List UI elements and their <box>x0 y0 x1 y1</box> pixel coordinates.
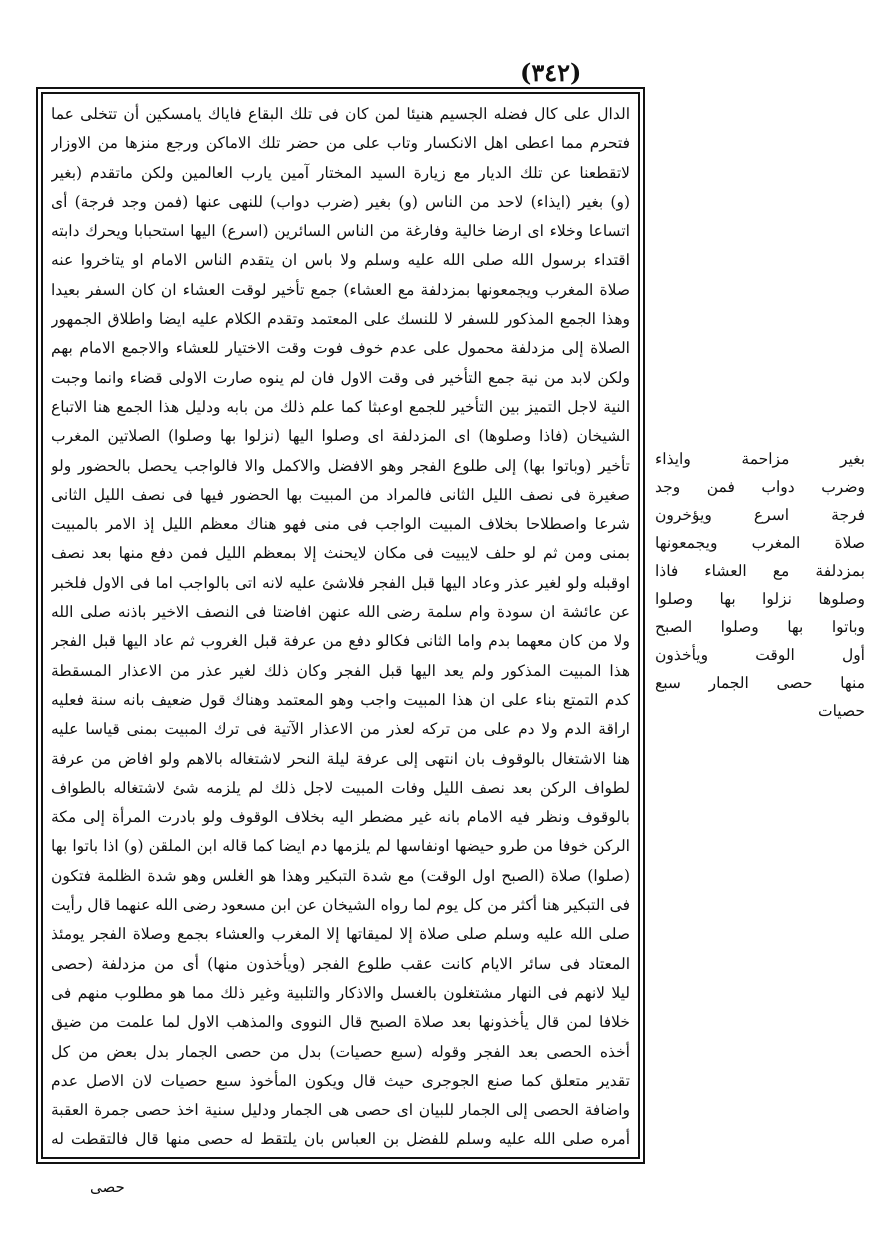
commentary-line: اراقة الدم ولا دم على من تركه لعذر من الاعذار الآتية فى ترك المبيت بمنى قياسا عليه <box>51 720 630 739</box>
commentary-line: وهذا الجمع المذكور للسفر لا للنسك على المعتمد وتقدم الكلام عليه ايضا واطلاق الجمهور <box>51 310 630 329</box>
commentary-line: اتساعا وخلاء اى ارضا خالية وفارغة من الناس السائرين (اسرع) اليها استحبابا ويحرك دابته <box>51 222 630 241</box>
margin-line: بغير مزاحمة وايذاء <box>655 450 865 468</box>
commentary-line: خلافا لمن قال يأخذونها بعد صلاة الصبح قال النووى والمذهب الاول لما علمت من ضيق <box>51 1013 630 1032</box>
commentary-line: (صلوا) صلاة (الصبح اول الوقت) مع شدة التبكير وهذا هو الغلس وهو شدة الظلمة فتكون <box>51 866 630 885</box>
margin-line: صلاة المغرب ويجمعونها <box>655 534 865 552</box>
commentary-line: لطواف الركن بعد نصف الليل وفات المبيت لاجل ذلك لم يلزمه شئ لاشتغاله بالطواف <box>51 778 630 797</box>
commentary-line: الصلاة إلى مزدلفة محمول على عدم خوف فوت وقت الاختيار للعشاء والاجمع الامام بهم <box>51 339 630 358</box>
text-frame-inner <box>41 92 640 1159</box>
commentary-line: الركن خوفا من طرو حيضها اونفاسها لم يلزمها دم ايضا كما قاله ابن الملقن (و) اذا باتوا بها <box>51 837 630 856</box>
commentary-line: ولا من كان معهما بدم واما الثانى فكالو دفع من عرفة قبل الغروب ثم عاد اليها قبل الفجر <box>51 632 630 651</box>
margin-line: بمزدلفة مع العشاء فاذا <box>655 562 865 580</box>
commentary-line: صغيرة فى نصف الليل الثانى فالمراد من المبيت بها الحضور فيها فى نصف الليل الثانى <box>51 485 630 504</box>
commentary-line: أمره صلى الله عليه وسلم للفضل بن العباس بان يلتقط له حصى منها قال فالتقطت له <box>51 1130 630 1149</box>
commentary-line: اوقبله ولو لغير عذر وعاد اليها قبل الفجر فلاشئ عليه لانه اتى بالواجب اما فى الاول فلخبر <box>51 573 630 592</box>
margin-line: منها حصى الجمار سبع <box>655 674 865 692</box>
commentary-line: صلاة المغرب ويجمعونها بمزدلفة مع العشاء) جمع تأخير لوقت العشاء ان كان السفر بعيدا <box>51 280 630 299</box>
text-frame <box>36 87 645 1164</box>
commentary-line: عن عائشة ان سودة وام سلمة رضى الله عنهن افاضتا فى النصف الاخير باذنه صلى الله <box>51 603 630 622</box>
margin-line: وصلوها نزلوا بها وصلوا <box>655 590 865 608</box>
margin-matn-text <box>655 445 865 725</box>
page-number: (٣٤٢) <box>520 58 582 87</box>
commentary-line: ليلا لانهم فى النهار مشتغلون بالغسل والاذكار والتلبية وغير ذلك مما هو مطلوب منهم فى <box>51 983 630 1002</box>
commentary-line: أخذه الحصى بعد الفجر وقوله (سبع حصيات) بدل من حصى الجمار بدل بعض من كل <box>51 1042 630 1061</box>
commentary-line: الدال على كال فضله الجسيم هنيئا لمن كان فى تلك البقاع فاياك يامسكين أن تتخلى عما <box>51 105 630 123</box>
commentary-line: المعتاد فى سائر الايام كانت عقب طلوع الفجر (ويأخذون منها) أى من مزدلفة (حصى <box>51 954 630 973</box>
commentary-line: ولكن لابد من نية جمع التأخير فى وقت الاول فان لم ينوه صارت الاولى قضاء وانما وجبت <box>51 368 630 387</box>
margin-line: حصيات <box>817 702 865 720</box>
margin-line: وباتوا بها وصلوا الصبح <box>655 618 865 636</box>
commentary-line: لاتقطعنا عن تلك الديار مع زيارة السيد المختار آمين يارب العالمين ولكن ماتقدم (بغير <box>51 163 630 182</box>
commentary-line: (و) بغير (ايذاء) لاحد من الناس (و) بغير (ضرب دواب) للنهى عنها (فمن وجد فرجة) أى <box>51 192 630 211</box>
margin-line: فرجة اسرع ويؤخرون <box>655 506 865 524</box>
commentary-line: بالوقوف ونظر فيه الامام بانه غير مضطر اليه بخلاف الوقوف ولو بادرت المرأة إلى مكة <box>51 808 630 827</box>
commentary-line: هذا المبيت المذكور ولم يعد اليها قبل الفجر وكان ذلك لغير عذر من الاعذار المسقطة <box>51 661 630 680</box>
commentary-line: تأخير (وباتوا بها) إلى طلوع الفجر وهو الافضل والاكمل والا فالواجب يحصل بالحضور ولو <box>51 456 630 475</box>
commentary-line: تقدير متعلق كما صنع الجوجرى حيث قال ويكون المأخوذ سبع حصيات لان الاصل عدم <box>51 1071 630 1090</box>
commentary-line: اقتداء برسول الله صلى الله عليه وسلم ولا باس ان يتقدم الناس الامام او يتاخروا عنه <box>51 251 630 270</box>
commentary-line: بمنى ومن ثم لو حلف لايبيت فى مكان لايحنث إلا بمعظم الليل فمن دفع منها بعد نصف <box>51 544 630 563</box>
commentary-line: شرعا واصطلاحا بخلاف المبيت الواجب فى منى فهو هناك معظم الليل إذ الامر بالمبيت <box>51 515 630 534</box>
commentary-text <box>51 100 630 1155</box>
commentary-line: واضافة الحصى إلى الجمار للبيان اى حصى هى الجمار ودليل سنية اخذ حصى جمرة العقبة <box>51 1101 630 1120</box>
commentary-line: فى التبكير هنا أكثر من كل يوم لما رواه الشيخان عن ابن مسعود رضى الله عنهما قال رأيت <box>51 896 630 915</box>
margin-line: أول الوقت ويأخذون <box>655 646 865 664</box>
catchword: حصى <box>90 1178 125 1196</box>
commentary-line: فتحرم مما اعطى اهل الانكسار وتاب على من حضر تلك الاماكن ورجع منزها من الاوزار <box>51 134 630 153</box>
commentary-line: هنا الاشتغال بالوقوف بان انتهى إلى عرفة ليلة النحر لاشتغاله بالاهم ولو افاض من عرفة <box>51 749 630 768</box>
commentary-line: النية لاجل التميز بين التأخير للجمع اوعبثا كما علم ذلك من بابه ودليل هذا الجمع هنا الاتباع <box>51 397 630 416</box>
commentary-line: الشيخان (فاذا وصلوها) اى المزدلفة اى وصلوا اليها (نزلوا بها وصلوا) الصلاتين المغرب <box>51 427 630 446</box>
commentary-line: كدم التمتع بناء على ان هذا المبيت واجب وهو المعتمد وهناك قول ضعيف بانه سنة فعليه <box>51 690 630 709</box>
margin-line: وضرب دواب فمن وجد <box>655 478 865 496</box>
commentary-line: صلى الله عليه وسلم صلى صلاة إلا لميقاتها إلا المغرب والعشاء بجمع وصلاة الفجر يومئذ <box>51 925 630 944</box>
